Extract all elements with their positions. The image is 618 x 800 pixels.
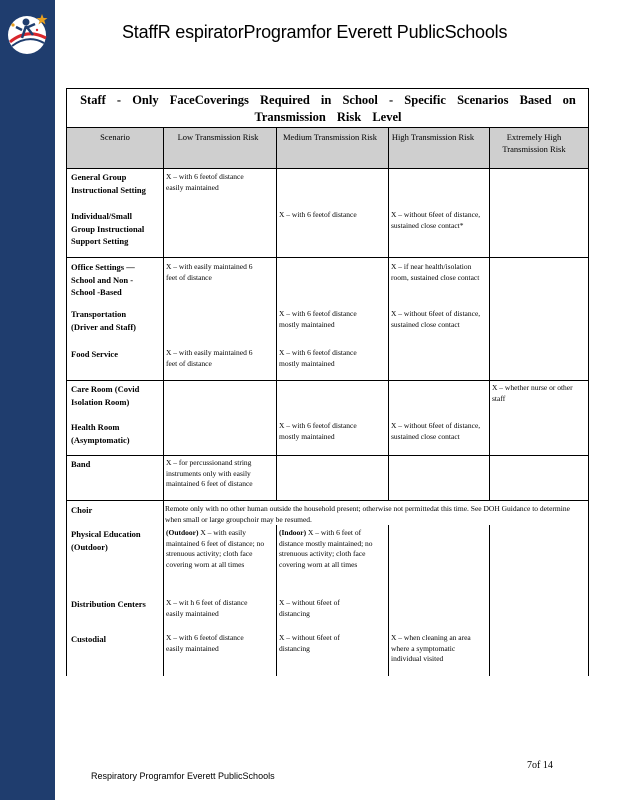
cell-transport-high: X – without 6feet of distance, sustained close contact (391, 309, 481, 329)
scenario-transportation: Transportation (Driver and Staff) (71, 309, 136, 332)
table-rule (489, 127, 490, 500)
cell-individual-high: X – without 6feet of distance, sustained close contact* (391, 210, 481, 230)
table-rule (66, 380, 589, 381)
column-header-scenario: Scenario (100, 132, 130, 142)
scenario-food-service: Food Service (71, 349, 118, 359)
cell-food-medium: X – with 6 feetof distance mostly maintained (279, 348, 357, 368)
pe-outdoor-text: X – with easily maintained 6 feet of distance; no strenuous activity; cloth face covering worn at all times (166, 528, 265, 569)
column-header-extreme: Extremely High Transmission Risk (502, 132, 566, 154)
cell-individual-medium: X – with 6 feetof distance (279, 210, 357, 219)
choir-note: Remote only with no other human outside the household present; otherwise not permittedat this time. See DOH Guidance to determine when small or large groupchoir may be resumed. (165, 504, 570, 524)
column-header-high: High Transmission Risk (391, 132, 475, 142)
scenario-office-settings: Office Settings — School and Non - School -Based (71, 262, 135, 297)
table-title: Staff - Only FaceCoverings Required in School - Specific Scenarios Based on Transmission Risk Level (80, 93, 576, 124)
scenario-general-group: General Group Instructional Setting (71, 172, 146, 195)
sidebar-band (0, 0, 55, 800)
column-header-low: Low Transmission Risk (177, 132, 259, 142)
page-number: 7of 14 (527, 760, 553, 771)
cell-transport-medium: X – with 6 feetof distance mostly maintained (279, 309, 357, 329)
table-rule (66, 455, 589, 456)
document-title: StaffR espiratorProgramfor Everett PublicSchools (122, 22, 508, 42)
table-rule (276, 525, 277, 676)
table-rule (66, 127, 589, 128)
cell-care-extreme: X – whether nurse or other staff (492, 383, 573, 403)
pe-indoor-text: X – with 6 feet of distance mostly maintained; no strenuous activity; cloth face covering worn at all times (279, 528, 373, 569)
scenario-individual-small-group: Individual/Small Group Instructional Support Setting (71, 211, 145, 246)
cell-custodial-low: X – with 6 feetof distance easily maintained (166, 633, 244, 653)
table-rule (66, 168, 589, 169)
scenario-band: Band (71, 459, 91, 469)
scenario-distribution-centers: Distribution Centers (71, 599, 146, 609)
cell-general-low: X – with 6 feetof distance easily maintained (166, 172, 244, 192)
table-rule (276, 127, 277, 500)
scenario-care-room: Care Room (Covid Isolation Room) (71, 384, 140, 407)
table-rule (489, 525, 490, 676)
footer-text: Respiratory Programfor Everett PublicSchools (91, 771, 275, 781)
cell-distribution-medium: X – without 6feet of distancing (279, 598, 340, 618)
cell-pe-low (166, 528, 266, 570)
cell-custodial-high: X – when cleaning an area where a symptomatic individual visited (391, 633, 471, 663)
cell-office-high: X – if near health/isolation room, sustained close contact (391, 262, 480, 282)
table-rule (66, 257, 589, 258)
scenario-physical-education: Physical Education (Outdoor) (71, 529, 141, 552)
table-rule (388, 525, 389, 676)
pe-indoor-label: (Indoor) (279, 528, 307, 537)
cell-band-low: X – for percussionand string instruments only with easily maintained 6 feet of distance (166, 458, 253, 488)
pe-outdoor-label: (Outdoor) (166, 528, 199, 537)
table-rule (388, 127, 389, 500)
cell-health-high: X – without 6feet of distance, sustained close contact (391, 421, 481, 441)
cell-distribution-low: X – wit h 6 feet of distance easily maintained (166, 598, 248, 618)
school-logo-icon (2, 8, 52, 58)
scenario-custodial: Custodial (71, 634, 106, 644)
table-rule (66, 500, 589, 501)
cell-health-medium: X – with 6 feetof distance mostly maintained (279, 421, 357, 441)
scenario-choir: Choir (71, 505, 93, 515)
cell-food-low: X – with easily maintained 6 feet of distance (166, 348, 253, 368)
scenario-health-room: Health Room (Asymptomatic) (71, 422, 130, 445)
column-header-medium: Medium Transmission Risk (283, 132, 377, 142)
cell-custodial-medium: X – without 6feet of distancing (279, 633, 340, 653)
table-rule (163, 127, 164, 676)
cell-pe-medium (279, 528, 379, 570)
cell-office-low: X – with easily maintained 6 feet of distance (166, 262, 253, 282)
